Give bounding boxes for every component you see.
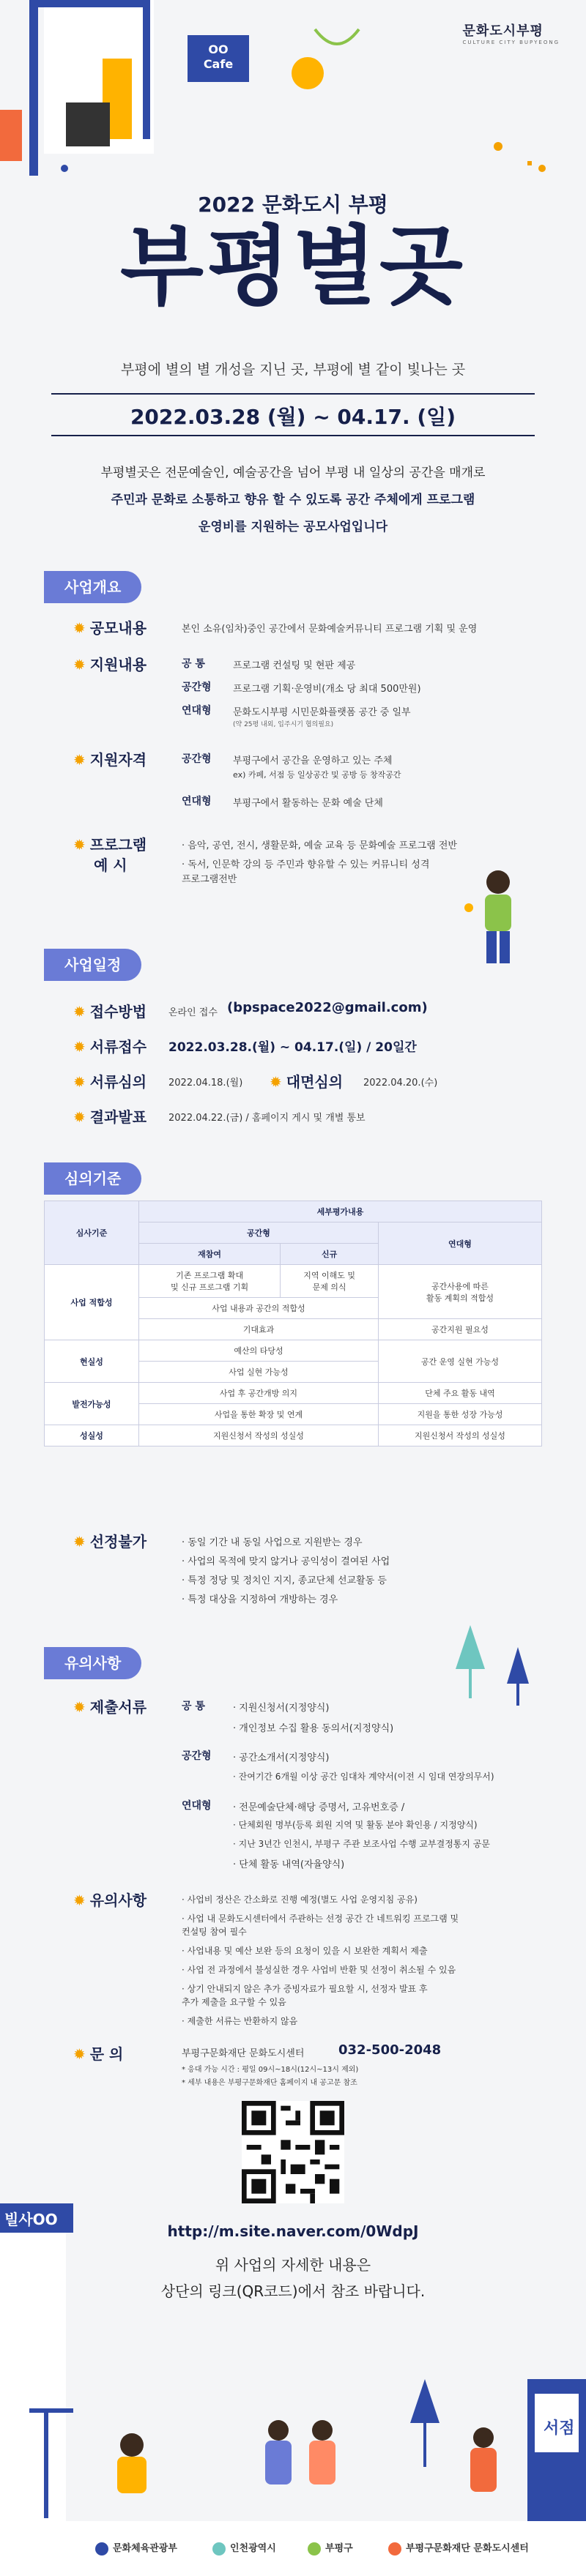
label-program: ✹ 프로그램 [73,836,147,854]
label-warnings: ✹ 유의사항 [73,1892,147,1909]
doc-line: · 단체회원 명부(등록 회원 지역 및 활동 분야 확인용 / 지정양식) [233,1820,478,1830]
warn-line: 추가 제출을 요구할 수 있음 [182,1997,286,2007]
note-solid: (약 25평 내외, 입주시기 협의필요) [233,721,334,728]
th-solid: 연대형 [378,1222,541,1265]
footer-logos [0,2521,586,2576]
result-text: 2022.04.22.(금) / 홈페이지 게시 및 개별 통보 [168,1113,366,1124]
incheon-emblem-icon [212,2542,226,2556]
star-icon: ✹ [73,751,86,769]
poster-subtitle: 2022 문화도시 부평 [198,193,388,217]
logo-subtext: CULTURE CITY BUPYEONG [462,40,560,45]
cell: 지원신청서 작성의 성실성 [378,1425,541,1446]
cell: 사업 후 공간개방 의지 [139,1383,379,1404]
star-icon: ✹ [73,1533,86,1550]
label-exclusion: ✹ 선정불가 [73,1533,147,1550]
exclusion-line: · 특정 정당 및 정치인 지지, 종교단체 선교활동 등 [182,1575,387,1586]
doc-line: · 잔여기간 6개월 이상 공간 임대차 계약서(이전 시 임대 연장의무서) [233,1772,494,1782]
sub-common: 공 통 [182,658,205,670]
exclusion-line: · 특정 대상을 지정하여 개방하는 경우 [182,1594,338,1605]
text-space: 프로그램 기획·운영비(개소 당 최대 500만원) [233,684,421,695]
intro-line: 주민과 문화로 소통하고 향유 할 수 있도록 공간 주체에게 프로그램 [111,493,475,507]
apply-email: (bpspace2022@gmail.com) [227,1000,428,1015]
intro-line: 부평별곳은 전문예술인, 예술공간을 넘어 부평 내 일상의 공간을 매개로 [100,466,486,480]
cell-label: 성실성 [45,1425,139,1446]
label-program-2: 예 시 [94,856,127,874]
label-review: ✹ 서류심의 [73,1073,147,1091]
link-note-line: 위 사업의 자세한 내용은 [215,2256,371,2274]
contact-org: 부평구문화재단 문화도시센터 [182,2048,305,2059]
section-schedule-title: 사업일정 [44,949,141,981]
cell: 공간사용에 따른 활동 계획의 적합성 [378,1265,541,1319]
criteria-table [44,1201,542,1446]
sub-common: 공 통 [182,1700,205,1712]
poster-title: 부평별곳 [120,216,466,317]
star-icon: ✹ [73,1038,86,1056]
interview-date: 2022.04.20.(수) [363,1078,438,1089]
warn-line: · 상기 안내되지 않은 추가 증빙자료가 필요할 시, 선정자 발표 후 [182,1984,428,1994]
text-qual-space: 부평구에서 공간을 운영하고 있는 주체 [233,755,393,766]
label-support: ✹ 지원내용 [73,656,147,673]
date-rule-top [51,393,535,395]
program-line: · 독서, 인문학 강의 등 주민과 향유할 수 있는 커뮤니티 성격 [182,859,430,870]
doc-line: · 개인정보 수집 활용 동의서(지정양식) [233,1723,394,1734]
city-logo [463,20,560,45]
cell: 공간 운영 실현 가능성 [378,1340,541,1383]
section-criteria-title: 심의기준 [44,1162,141,1195]
cell-label: 현실성 [45,1340,139,1383]
exclusion-line: · 동일 기간 내 동일 사업으로 지원받는 경우 [182,1537,363,1548]
doc-line: · 지원신청서(지정양식) [233,1703,330,1714]
cell: 지원을 통한 성장 가능성 [378,1404,541,1425]
footer-logo-foundation: 부평구문화재단 문화도시센터 [388,2540,529,2556]
cell: 기대효과 [139,1319,379,1340]
receive-dates: 2022.03.28.(월) ~ 04.17.(일) / 20일간 [168,1040,417,1055]
walking-person-illustration [454,864,542,974]
th-space: 공간형 [139,1222,379,1244]
cell-label: 발전가능성 [45,1383,139,1425]
warn-line: · 사업 전 과정에서 불성실한 경우 사업비 반환 및 선정이 취소될 수 있음 [182,1965,456,1975]
star-icon: ✹ [73,1073,86,1091]
warn-line: · 사업내용 및 예산 보완 등의 요청이 있을 시 보완한 계획서 제출 [182,1946,428,1956]
star-icon: ✹ [73,619,86,637]
program-line: 프로그램전반 [182,874,237,885]
intro-line: 운영비를 지원하는 공모사업입니다 [198,520,388,534]
sub-solid: 연대형 [182,1800,212,1812]
note-qual-space: ex) 카페, 서점 등 일상공간 및 공방 등 창작공간 [233,770,401,780]
footer-logo-bupyeong: 부평구 [308,2540,353,2556]
star-icon: ✹ [73,836,86,854]
star-icon: ✹ [270,1073,282,1091]
label-contents: ✹ 공모내용 [73,619,147,637]
warn-line: · 사업 내 문화도시센터에서 주관하는 선정 공간 간 네트워킹 프로그램 및 [182,1914,459,1924]
footer-logo-incheon: 인천광역시 [212,2540,276,2556]
foundation-emblem-icon [388,2542,401,2556]
label-receive: ✹ 서류접수 [73,1038,147,1056]
sub-solid: 연대형 [182,796,212,807]
program-line: · 음악, 공연, 전시, 생활문화, 예술 교육 등 문화예술 프로그램 전반 [182,840,457,851]
doc-line: · 전문예술단체·해당 증명서, 고유번호증 / [233,1802,405,1813]
contact-phone: 032-500-2048 [338,2042,442,2058]
warn-line: · 제출한 서류는 반환하지 않음 [182,2016,298,2026]
warn-line: · 사업비 정산은 간소화로 진행 예정(별도 사업 운영지침 공유) [182,1894,418,1905]
text-contents: 본인 소유(임차)중인 공간에서 문화예술커뮤니티 프로그램 기획 및 운영 [182,624,478,635]
star-icon: ✹ [73,656,86,673]
review-date: 2022.04.18.(월) [168,1078,243,1089]
intro-text [44,460,542,541]
star-icon: ✹ [73,1892,86,1909]
cell: 사업 내용과 공간의 적합성 [139,1298,379,1319]
cell: 공간지원 필요성 [378,1319,541,1340]
cell: 사업 실현 가능성 [139,1362,379,1383]
gov-emblem-icon [95,2542,108,2556]
th-detail: 세부평가내용 [139,1201,542,1222]
text-solid: 문화도시부평 시민문화플랫폼 공간 중 일부 [233,707,411,718]
star-icon: ✹ [73,2045,86,2063]
cell: 지역 이해도 및 문제 의식 [281,1265,379,1298]
label-contact: ✹ 문 의 [73,2045,124,2063]
cell: 사업을 통한 확장 및 연계 [139,1404,379,1425]
bupyeong-emblem-icon [308,2542,321,2556]
cafe-sign: OO Cafe [203,42,234,71]
warn-line: 컨설팅 참여 필수 [182,1927,247,1937]
text-common: 프로그램 컨설팅 및 현판 제공 [233,660,356,671]
label-documents: ✹ 제출서류 [73,1698,147,1716]
contact-note: * 응대 가능 시간 : 평일 09시~18시(12시~13시 제외) [182,2066,359,2074]
link-note-line: 상단의 링크(QR코드)에서 참조 바랍니다. [160,2282,426,2300]
label-apply: ✹ 접수방법 [73,1003,147,1020]
section-notice-title: 유의사항 [44,1647,141,1679]
star-icon: ✹ [73,1698,86,1716]
store-sign-left: 빌사OO [4,2211,58,2228]
cell: 지원신청서 작성의 성실성 [139,1425,379,1446]
sub-space: 공간형 [182,1750,212,1762]
contact-note: * 세부 내용은 부평구문화재단 홈페이지 내 공고문 참조 [182,2079,357,2087]
label-result: ✹ 결과발표 [73,1108,147,1126]
text-qual-solid: 부평구에서 활동하는 문화 예술 단체 [233,798,383,809]
star-icon: ✹ [73,1003,86,1020]
sub-space: 공간형 [182,682,212,693]
store-sign-right: 서점 [544,2419,575,2438]
star-icon: ✹ [73,1108,86,1126]
doc-line: · 지난 3년간 인천시, 부평구 주관 보조사업 수행 교부결정통지 공문 [233,1839,490,1849]
cell: 기존 프로그램 확대 및 신규 프로그램 기획 [139,1265,281,1298]
poster-tagline: 부평에 별의 별 개성을 지닌 곳, 부평에 별 같이 빛나는 곳 [120,362,466,378]
footer-logo-mcst: 문화체육관광부 [95,2540,177,2556]
th-new: 신규 [281,1244,379,1265]
label-interview: ✹ 대면심의 [270,1073,344,1091]
apply-method: 온라인 접수 [168,1007,218,1018]
doc-line: · 공간소개서(지정양식) [233,1752,330,1763]
exclusion-line: · 사업의 목적에 맞지 않거나 공익성이 결여된 사업 [182,1556,390,1567]
qr-code[interactable] [242,2101,344,2203]
section-overview-title: 사업개요 [44,571,141,603]
poster-dates: 2022.03.28 (월) ~ 04.17. (일) [130,405,456,429]
info-link[interactable]: http://m.site.naver.com/0WdpJ [167,2222,419,2240]
cell-label: 사업 적합성 [45,1265,139,1340]
doc-line: · 단체 활동 내역(자율양식) [233,1859,345,1870]
label-qualify: ✹ 지원자격 [73,751,147,769]
cell: 단체 주요 활동 내역 [378,1383,541,1404]
th-standard: 심사기준 [45,1201,139,1265]
cell: 예산의 타당성 [139,1340,379,1362]
trees-illustration [448,1618,544,1713]
date-rule-bottom [51,435,535,436]
logo-text: 문화도시부평 [462,23,544,39]
bottom-illustration [0,2189,586,2521]
sub-space: 공간형 [182,753,212,765]
th-existing: 재참여 [139,1244,281,1265]
sub-solid: 연대형 [182,705,212,717]
